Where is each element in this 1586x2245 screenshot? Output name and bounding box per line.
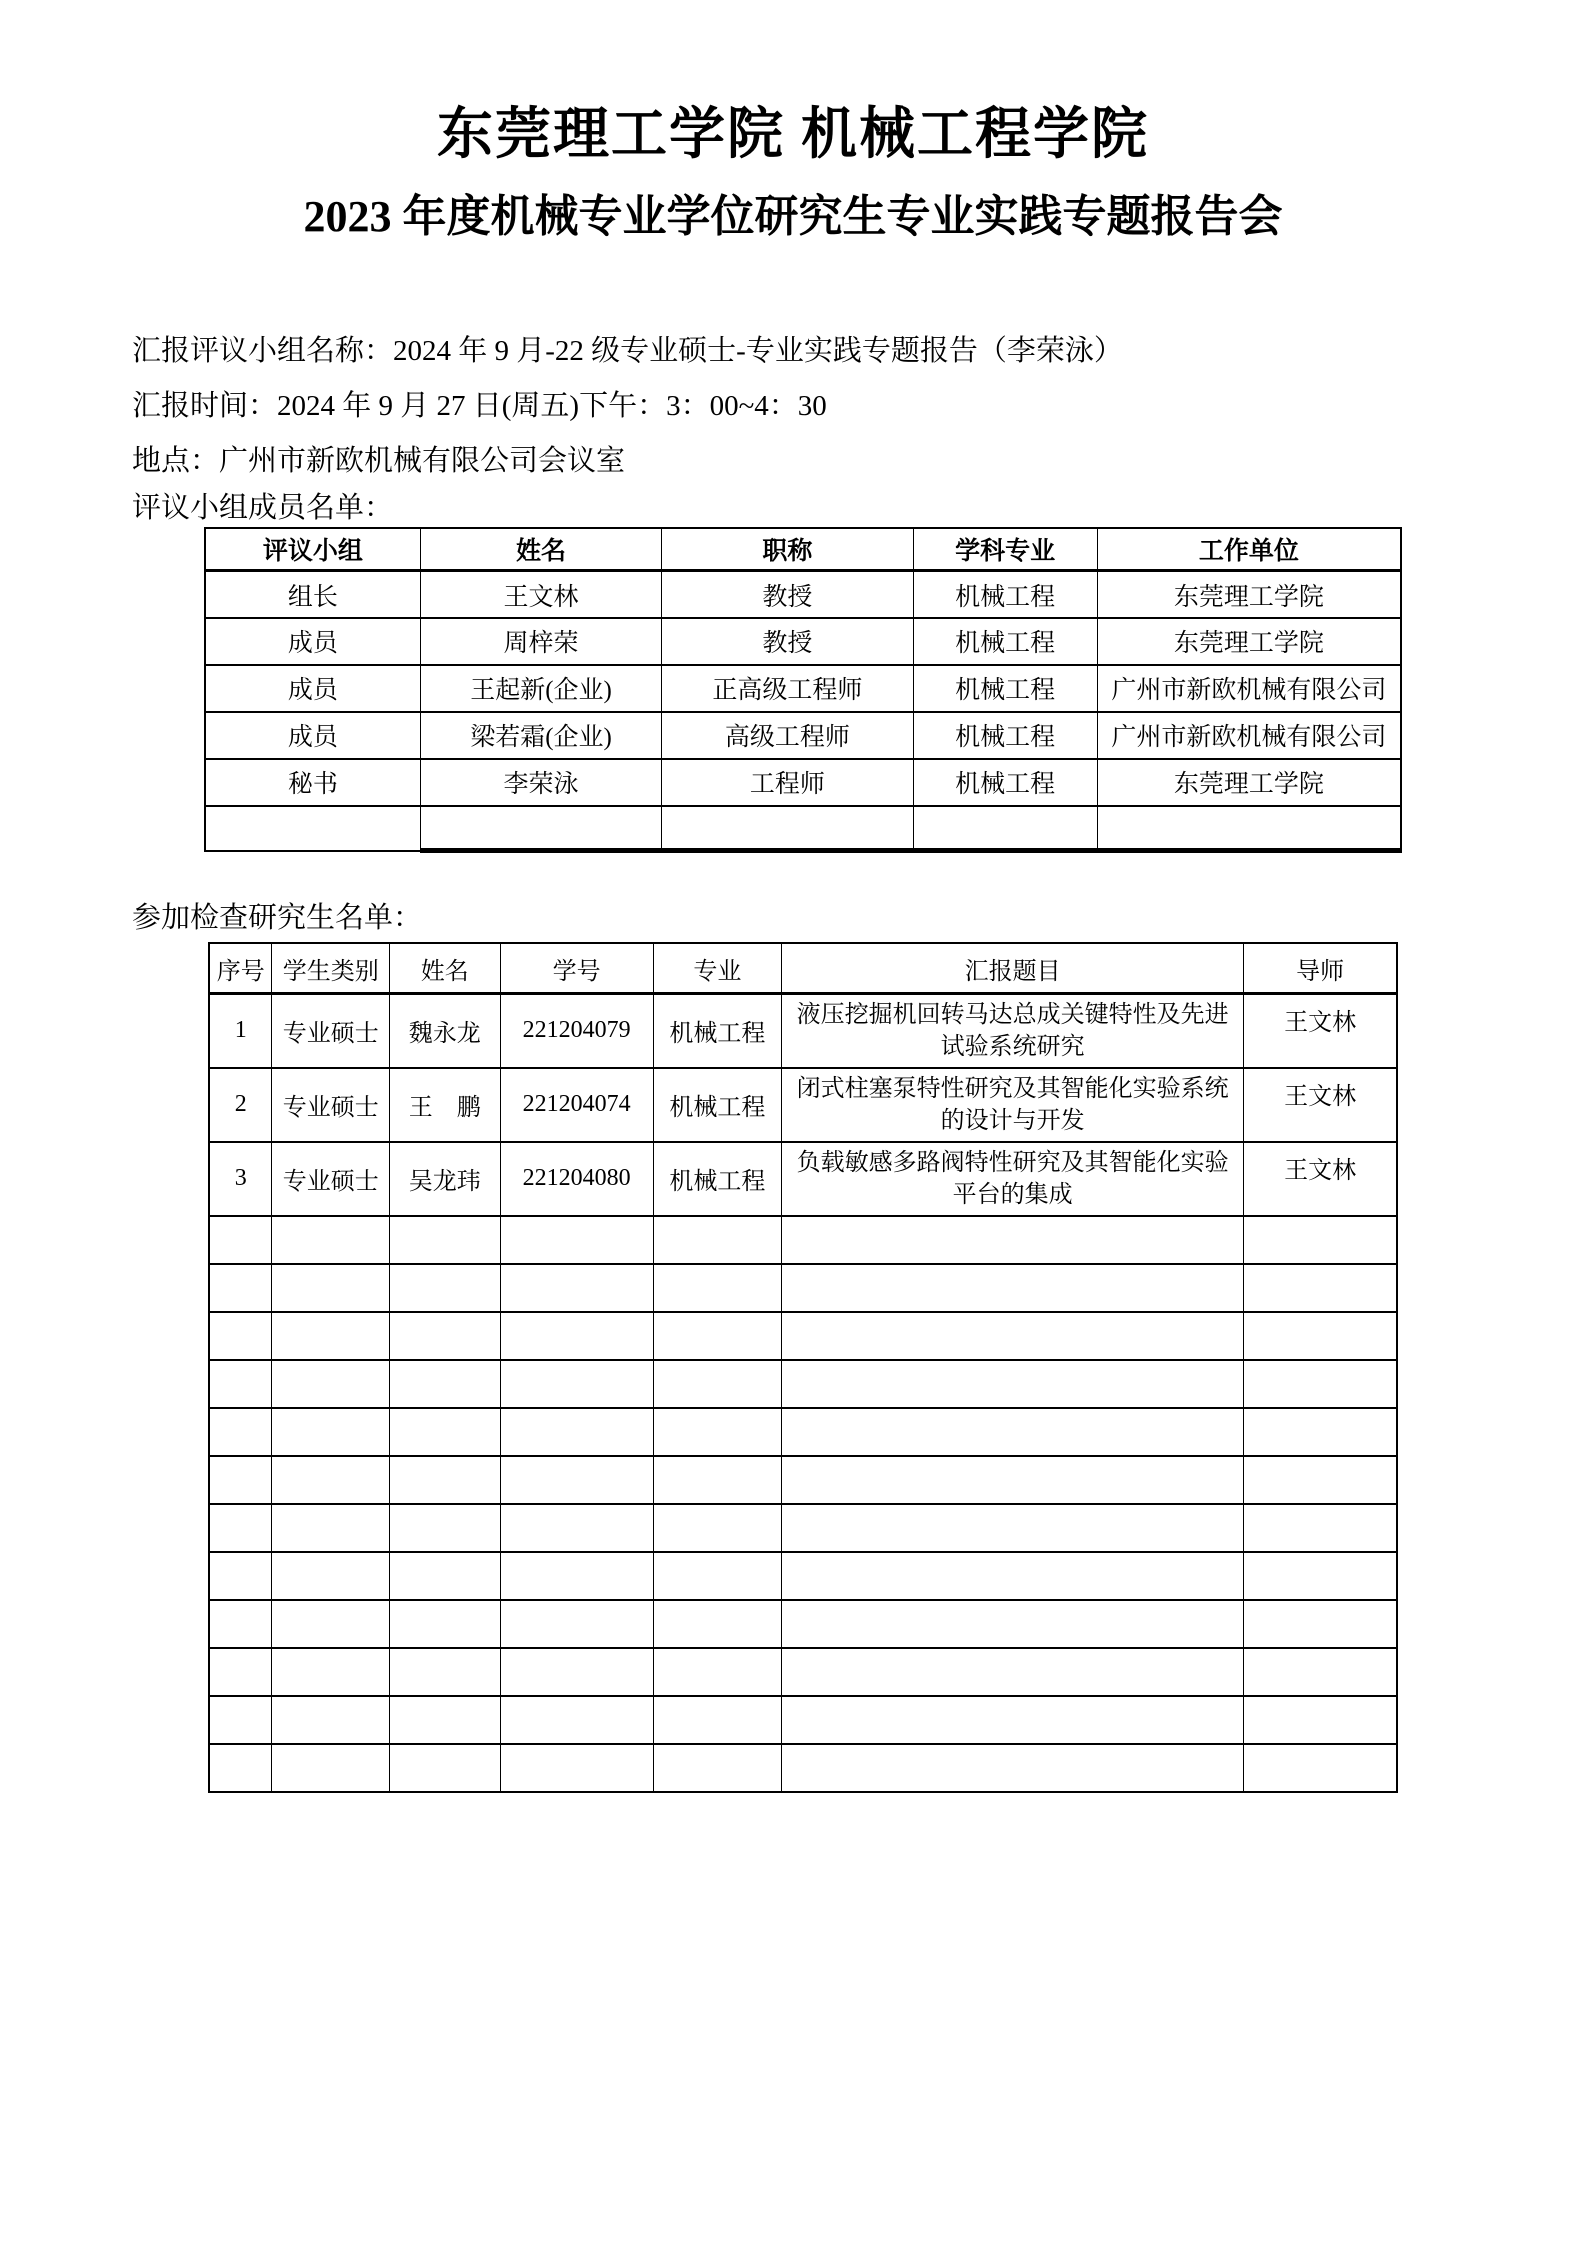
table-cell <box>1244 1360 1397 1408</box>
table-cell: 机械工程 <box>913 665 1097 712</box>
table-cell: 221204080 <box>500 1142 653 1216</box>
table-cell <box>390 1504 500 1552</box>
meeting-info <box>0 332 1586 527</box>
table-cell <box>272 1456 390 1504</box>
table-cell <box>653 1456 781 1504</box>
table-cell <box>782 1744 1244 1792</box>
table-cell: 工程师 <box>662 759 913 806</box>
table-row <box>205 759 1401 806</box>
table-cell: 广州市新欧机械有限公司 <box>1097 712 1401 759</box>
table-cell: 闭式柱塞泵特性研究及其智能化实验系统的设计与开发 <box>782 1068 1244 1142</box>
table-cell <box>209 1216 272 1264</box>
table-cell: 周梓荣 <box>420 618 662 665</box>
table-cell <box>500 1552 653 1600</box>
students-table <box>208 942 1398 1793</box>
table-cell: 教授 <box>662 618 913 665</box>
table-cell: 专业硕士 <box>272 993 390 1068</box>
table-cell: 高级工程师 <box>662 712 913 759</box>
table-cell <box>209 1600 272 1648</box>
column-header: 汇报题目 <box>782 943 1244 993</box>
table-cell <box>500 1600 653 1648</box>
table-cell: 成员 <box>205 665 420 712</box>
table-cell <box>782 1264 1244 1312</box>
empty-row <box>209 1456 1397 1504</box>
table-cell <box>390 1408 500 1456</box>
table-cell <box>272 1504 390 1552</box>
table-cell <box>1244 1264 1397 1312</box>
table-cell <box>782 1504 1244 1552</box>
table-cell: 3 <box>209 1142 272 1216</box>
table-cell <box>390 1264 500 1312</box>
column-header: 导师 <box>1244 943 1397 993</box>
table-row <box>209 1068 1397 1142</box>
table-cell: 王文林 <box>1244 1068 1397 1142</box>
table-cell <box>782 1360 1244 1408</box>
table-cell <box>653 1264 781 1312</box>
table-cell <box>500 1744 653 1792</box>
field-value: 2024 年 9 月-22 级专业硕士-专业实践专题报告（李荣泳） <box>393 334 1123 367</box>
table-cell <box>500 1696 653 1744</box>
table-cell <box>782 1552 1244 1600</box>
committee-table-body <box>205 571 1401 851</box>
table-cell <box>272 1552 390 1600</box>
table-cell: 221204074 <box>500 1068 653 1142</box>
table-cell <box>1244 1216 1397 1264</box>
column-header: 工作单位 <box>1097 528 1401 571</box>
empty-row <box>209 1216 1397 1264</box>
table-cell: 机械工程 <box>653 1068 781 1142</box>
table-cell <box>1244 1696 1397 1744</box>
field-label: 汇报评议小组名称： <box>132 334 394 367</box>
table-cell <box>653 1360 781 1408</box>
table-cell <box>1097 806 1401 851</box>
table-cell: 机械工程 <box>653 993 781 1068</box>
table-cell <box>272 1696 390 1744</box>
committee-heading: 评议小组成员名单： <box>132 491 394 524</box>
table-cell: 王文林 <box>420 571 662 618</box>
table-cell: 梁若霜(企业) <box>420 712 662 759</box>
column-header: 学科专业 <box>913 528 1097 571</box>
table-cell <box>209 1744 272 1792</box>
table-cell: 成员 <box>205 712 420 759</box>
table-cell <box>653 1744 781 1792</box>
table-cell <box>272 1600 390 1648</box>
table-cell <box>272 1648 390 1696</box>
table-cell <box>653 1504 781 1552</box>
table-cell <box>1244 1456 1397 1504</box>
table-cell: 专业硕士 <box>272 1068 390 1142</box>
table-cell <box>209 1648 272 1696</box>
table-cell <box>500 1216 653 1264</box>
table-cell <box>653 1312 781 1360</box>
table-cell: 成员 <box>205 618 420 665</box>
table-cell <box>205 806 420 851</box>
table-cell <box>390 1360 500 1408</box>
table-cell <box>782 1600 1244 1648</box>
table-cell: 东莞理工学院 <box>1097 759 1401 806</box>
table-cell <box>782 1312 1244 1360</box>
field-label: 汇报时间： <box>132 389 278 422</box>
table-cell <box>1244 1552 1397 1600</box>
column-header: 专业 <box>653 943 781 993</box>
table-cell <box>653 1552 781 1600</box>
table-cell <box>1244 1744 1397 1792</box>
students-table-body <box>209 993 1397 1792</box>
empty-row <box>209 1696 1397 1744</box>
table-row <box>209 1142 1397 1216</box>
table-cell: 正高级工程师 <box>662 665 913 712</box>
table-cell: 王起新(企业) <box>420 665 662 712</box>
table-cell: 吴龙玮 <box>390 1142 500 1216</box>
table-cell <box>500 1360 653 1408</box>
column-header: 姓名 <box>390 943 500 993</box>
empty-row <box>209 1360 1397 1408</box>
empty-row <box>209 1600 1397 1648</box>
table-cell: 李荣泳 <box>420 759 662 806</box>
table-cell <box>390 1552 500 1600</box>
table-cell <box>209 1360 272 1408</box>
table-row <box>209 993 1397 1068</box>
table-cell: 1 <box>209 993 272 1068</box>
empty-row <box>209 1744 1397 1792</box>
field-value: 广州市新欧机械有限公司会议室 <box>219 444 626 477</box>
table-cell <box>500 1456 653 1504</box>
empty-row <box>209 1312 1397 1360</box>
committee-table <box>204 527 1402 854</box>
table-cell <box>653 1216 781 1264</box>
location-line <box>132 442 1506 480</box>
table-cell <box>209 1312 272 1360</box>
column-header: 职称 <box>662 528 913 571</box>
table-cell <box>390 1456 500 1504</box>
table-row <box>205 712 1401 759</box>
table-cell <box>209 1504 272 1552</box>
empty-row <box>209 1552 1397 1600</box>
table-cell <box>782 1216 1244 1264</box>
page-title: 东莞理工学院 机械工程学院 <box>437 104 1149 166</box>
table-cell <box>390 1216 500 1264</box>
students-heading: 参加检查研究生名单： <box>132 902 423 935</box>
empty-row <box>209 1264 1397 1312</box>
committee-table-head <box>205 528 1401 571</box>
table-cell <box>782 1408 1244 1456</box>
table-cell <box>653 1408 781 1456</box>
students-table-head <box>209 943 1397 993</box>
table-cell <box>653 1600 781 1648</box>
table-row <box>205 571 1401 618</box>
table-cell: 机械工程 <box>913 759 1097 806</box>
empty-row <box>205 806 1401 851</box>
column-header: 姓名 <box>420 528 662 571</box>
table-cell <box>500 1264 653 1312</box>
table-cell <box>209 1408 272 1456</box>
table-cell <box>209 1696 272 1744</box>
table-cell <box>913 806 1097 851</box>
table-cell: 广州市新欧机械有限公司 <box>1097 665 1401 712</box>
table-cell: 221204079 <box>500 993 653 1068</box>
empty-row <box>209 1648 1397 1696</box>
table-cell <box>390 1648 500 1696</box>
table-cell: 液压挖掘机回转马达总成关键特性及先进试验系统研究 <box>782 993 1244 1068</box>
table-cell: 机械工程 <box>653 1142 781 1216</box>
column-header: 序号 <box>209 943 272 993</box>
table-cell: 教授 <box>662 571 913 618</box>
table-cell <box>390 1696 500 1744</box>
table-cell: 机械工程 <box>913 618 1097 665</box>
field-label: 地点： <box>132 444 220 477</box>
table-cell <box>272 1360 390 1408</box>
report-group-line <box>132 332 1506 370</box>
table-cell <box>272 1216 390 1264</box>
table-cell <box>782 1648 1244 1696</box>
table-cell: 魏永龙 <box>390 993 500 1068</box>
table-cell <box>272 1408 390 1456</box>
table-cell: 机械工程 <box>913 712 1097 759</box>
report-time-line <box>132 387 1506 425</box>
header-row <box>205 528 1401 571</box>
table-cell <box>390 1600 500 1648</box>
column-header: 学生类别 <box>272 943 390 993</box>
table-cell <box>500 1408 653 1456</box>
empty-row <box>209 1504 1397 1552</box>
page-subtitle: 2023 年度机械专业学位研究生专业实践专题报告会 <box>303 192 1283 242</box>
table-cell <box>782 1696 1244 1744</box>
table-cell <box>653 1648 781 1696</box>
table-cell <box>209 1456 272 1504</box>
table-cell: 王文林 <box>1244 1142 1397 1216</box>
table-cell: 秘书 <box>205 759 420 806</box>
table-cell <box>662 806 913 851</box>
table-cell: 2 <box>209 1068 272 1142</box>
table-cell <box>782 1456 1244 1504</box>
table-row <box>205 618 1401 665</box>
table-cell <box>272 1264 390 1312</box>
empty-row <box>209 1408 1397 1456</box>
table-cell <box>390 1312 500 1360</box>
table-cell <box>209 1552 272 1600</box>
table-cell <box>1244 1312 1397 1360</box>
table-cell <box>500 1504 653 1552</box>
table-cell: 王 鹏 <box>390 1068 500 1142</box>
table-cell: 东莞理工学院 <box>1097 618 1401 665</box>
table-cell <box>1244 1600 1397 1648</box>
table-cell <box>500 1648 653 1696</box>
table-cell <box>1244 1648 1397 1696</box>
table-cell: 负载敏感多路阀特性研究及其智能化实验平台的集成 <box>782 1142 1244 1216</box>
table-cell <box>272 1312 390 1360</box>
table-cell: 专业硕士 <box>272 1142 390 1216</box>
table-cell: 东莞理工学院 <box>1097 571 1401 618</box>
table-cell: 机械工程 <box>913 571 1097 618</box>
table-cell <box>500 1312 653 1360</box>
table-cell <box>272 1744 390 1792</box>
header-row <box>209 943 1397 993</box>
table-cell <box>1244 1408 1397 1456</box>
table-cell <box>1244 1504 1397 1552</box>
table-cell <box>420 806 662 851</box>
table-row <box>205 665 1401 712</box>
column-header: 评议小组 <box>205 528 420 571</box>
field-value: 2024 年 9 月 27 日(周五)下午：3：00~4：30 <box>277 389 827 422</box>
table-cell <box>653 1696 781 1744</box>
table-cell <box>209 1264 272 1312</box>
column-header: 学号 <box>500 943 653 993</box>
table-cell <box>390 1744 500 1792</box>
table-cell: 组长 <box>205 571 420 618</box>
table-cell: 王文林 <box>1244 993 1397 1068</box>
